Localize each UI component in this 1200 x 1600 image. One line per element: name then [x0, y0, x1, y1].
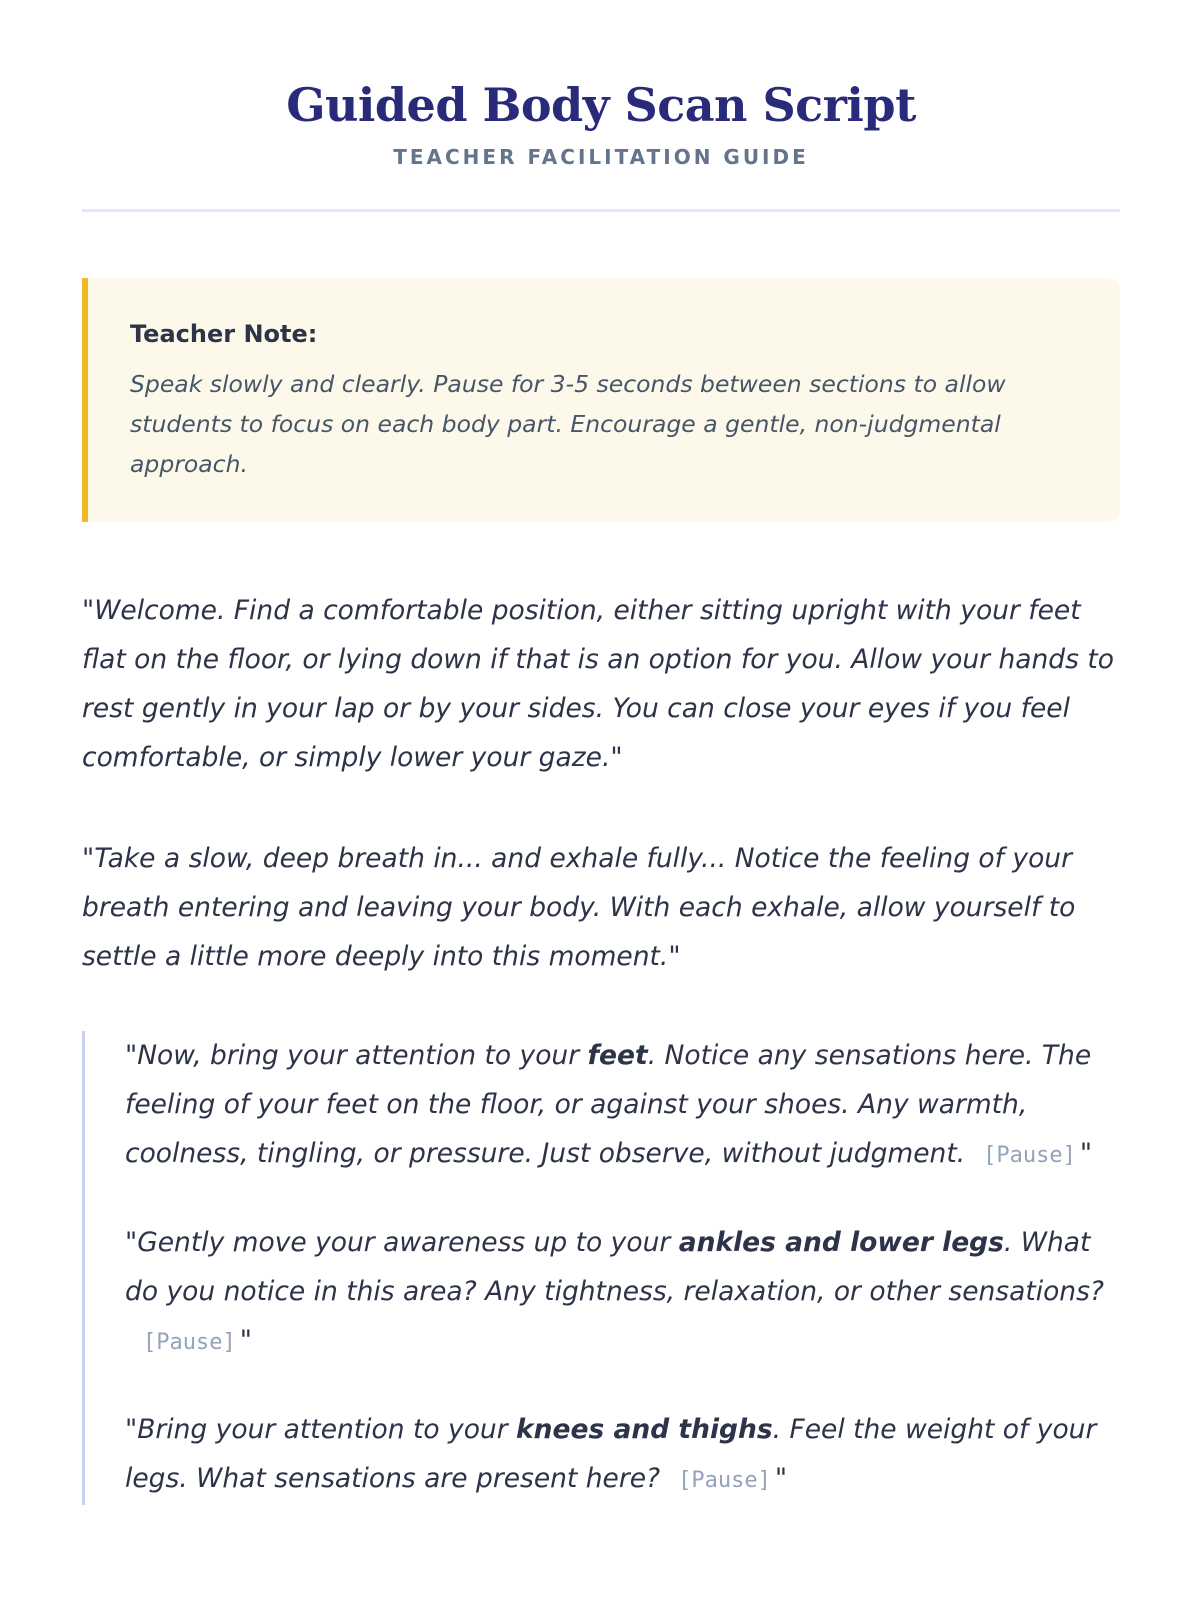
teacher-note [82, 278, 1120, 522]
scan-focus-area: ankles and lower legs [678, 1227, 1004, 1259]
pause-marker: [Pause] [678, 1468, 771, 1494]
header-divider [82, 209, 1120, 212]
document-page [82, 0, 1120, 1543]
closing-quote: " [1079, 1138, 1093, 1170]
script-body [82, 586, 1120, 1505]
scan-section-lower-legs [125, 1218, 1120, 1367]
teacher-note-text: Speak slowly and clearly. Pause for 3-5 seconds between sections to allow students to focus on each body part. Encourage a gentle, non-judgmental approach. [130, 370, 1006, 479]
scan-text-before: "Now, bring your attention to your [125, 1040, 588, 1072]
script-paragraph-breath: "Take a slow, deep breath in... and exhale fully... Notice the feeling of your breath entering and leaving your body. With each exhale, allow yourself to settle a little more deeply into this moment." [82, 843, 1076, 973]
scan-section-thighs [125, 1405, 1120, 1505]
teacher-note-label: Teacher Note: [130, 320, 318, 349]
scan-focus-area: knees and thighs [516, 1414, 773, 1446]
page-title: Guided Body Scan Script [286, 78, 916, 132]
closing-quote: " [239, 1325, 252, 1357]
pause-marker: [Pause] [143, 1330, 236, 1356]
pause-marker: [Pause] [983, 1143, 1076, 1169]
closing-quote: " [774, 1463, 788, 1495]
scan-text-before: "Gently move your awareness up to your [125, 1227, 679, 1259]
body-scan-sections [82, 1031, 1120, 1505]
scan-text-after: . Feel the weight of your legs. What sensations are present here? [125, 1414, 1097, 1495]
scan-text-after: . Notice any sensations here. The feeling of your feet on the floor, or against your shoes. Any warmth, coolness, tingling, or pressure. Just observe, without judgment. [125, 1040, 1092, 1170]
scan-text-before: "Bring your attention to your [125, 1414, 517, 1446]
script-paragraph-welcome: "Welcome. Find a comfortable position, either sitting upright with your feet flat on the floor, or lying down if that is an option for you. Allow your hands to rest gently in your lap or by your sides. You can close your eyes if you feel comfortable, or simply lower your gaze." [82, 595, 1114, 774]
scan-text-after: . What do you notice in this area? Any tightness, relaxation, or other sensations? [125, 1227, 1104, 1308]
header [82, 0, 1120, 169]
scan-focus-area: feet [587, 1040, 648, 1072]
page-subtitle: TEACHER FACILITATION GUIDE [393, 145, 809, 170]
scan-section-feet [125, 1031, 1120, 1180]
